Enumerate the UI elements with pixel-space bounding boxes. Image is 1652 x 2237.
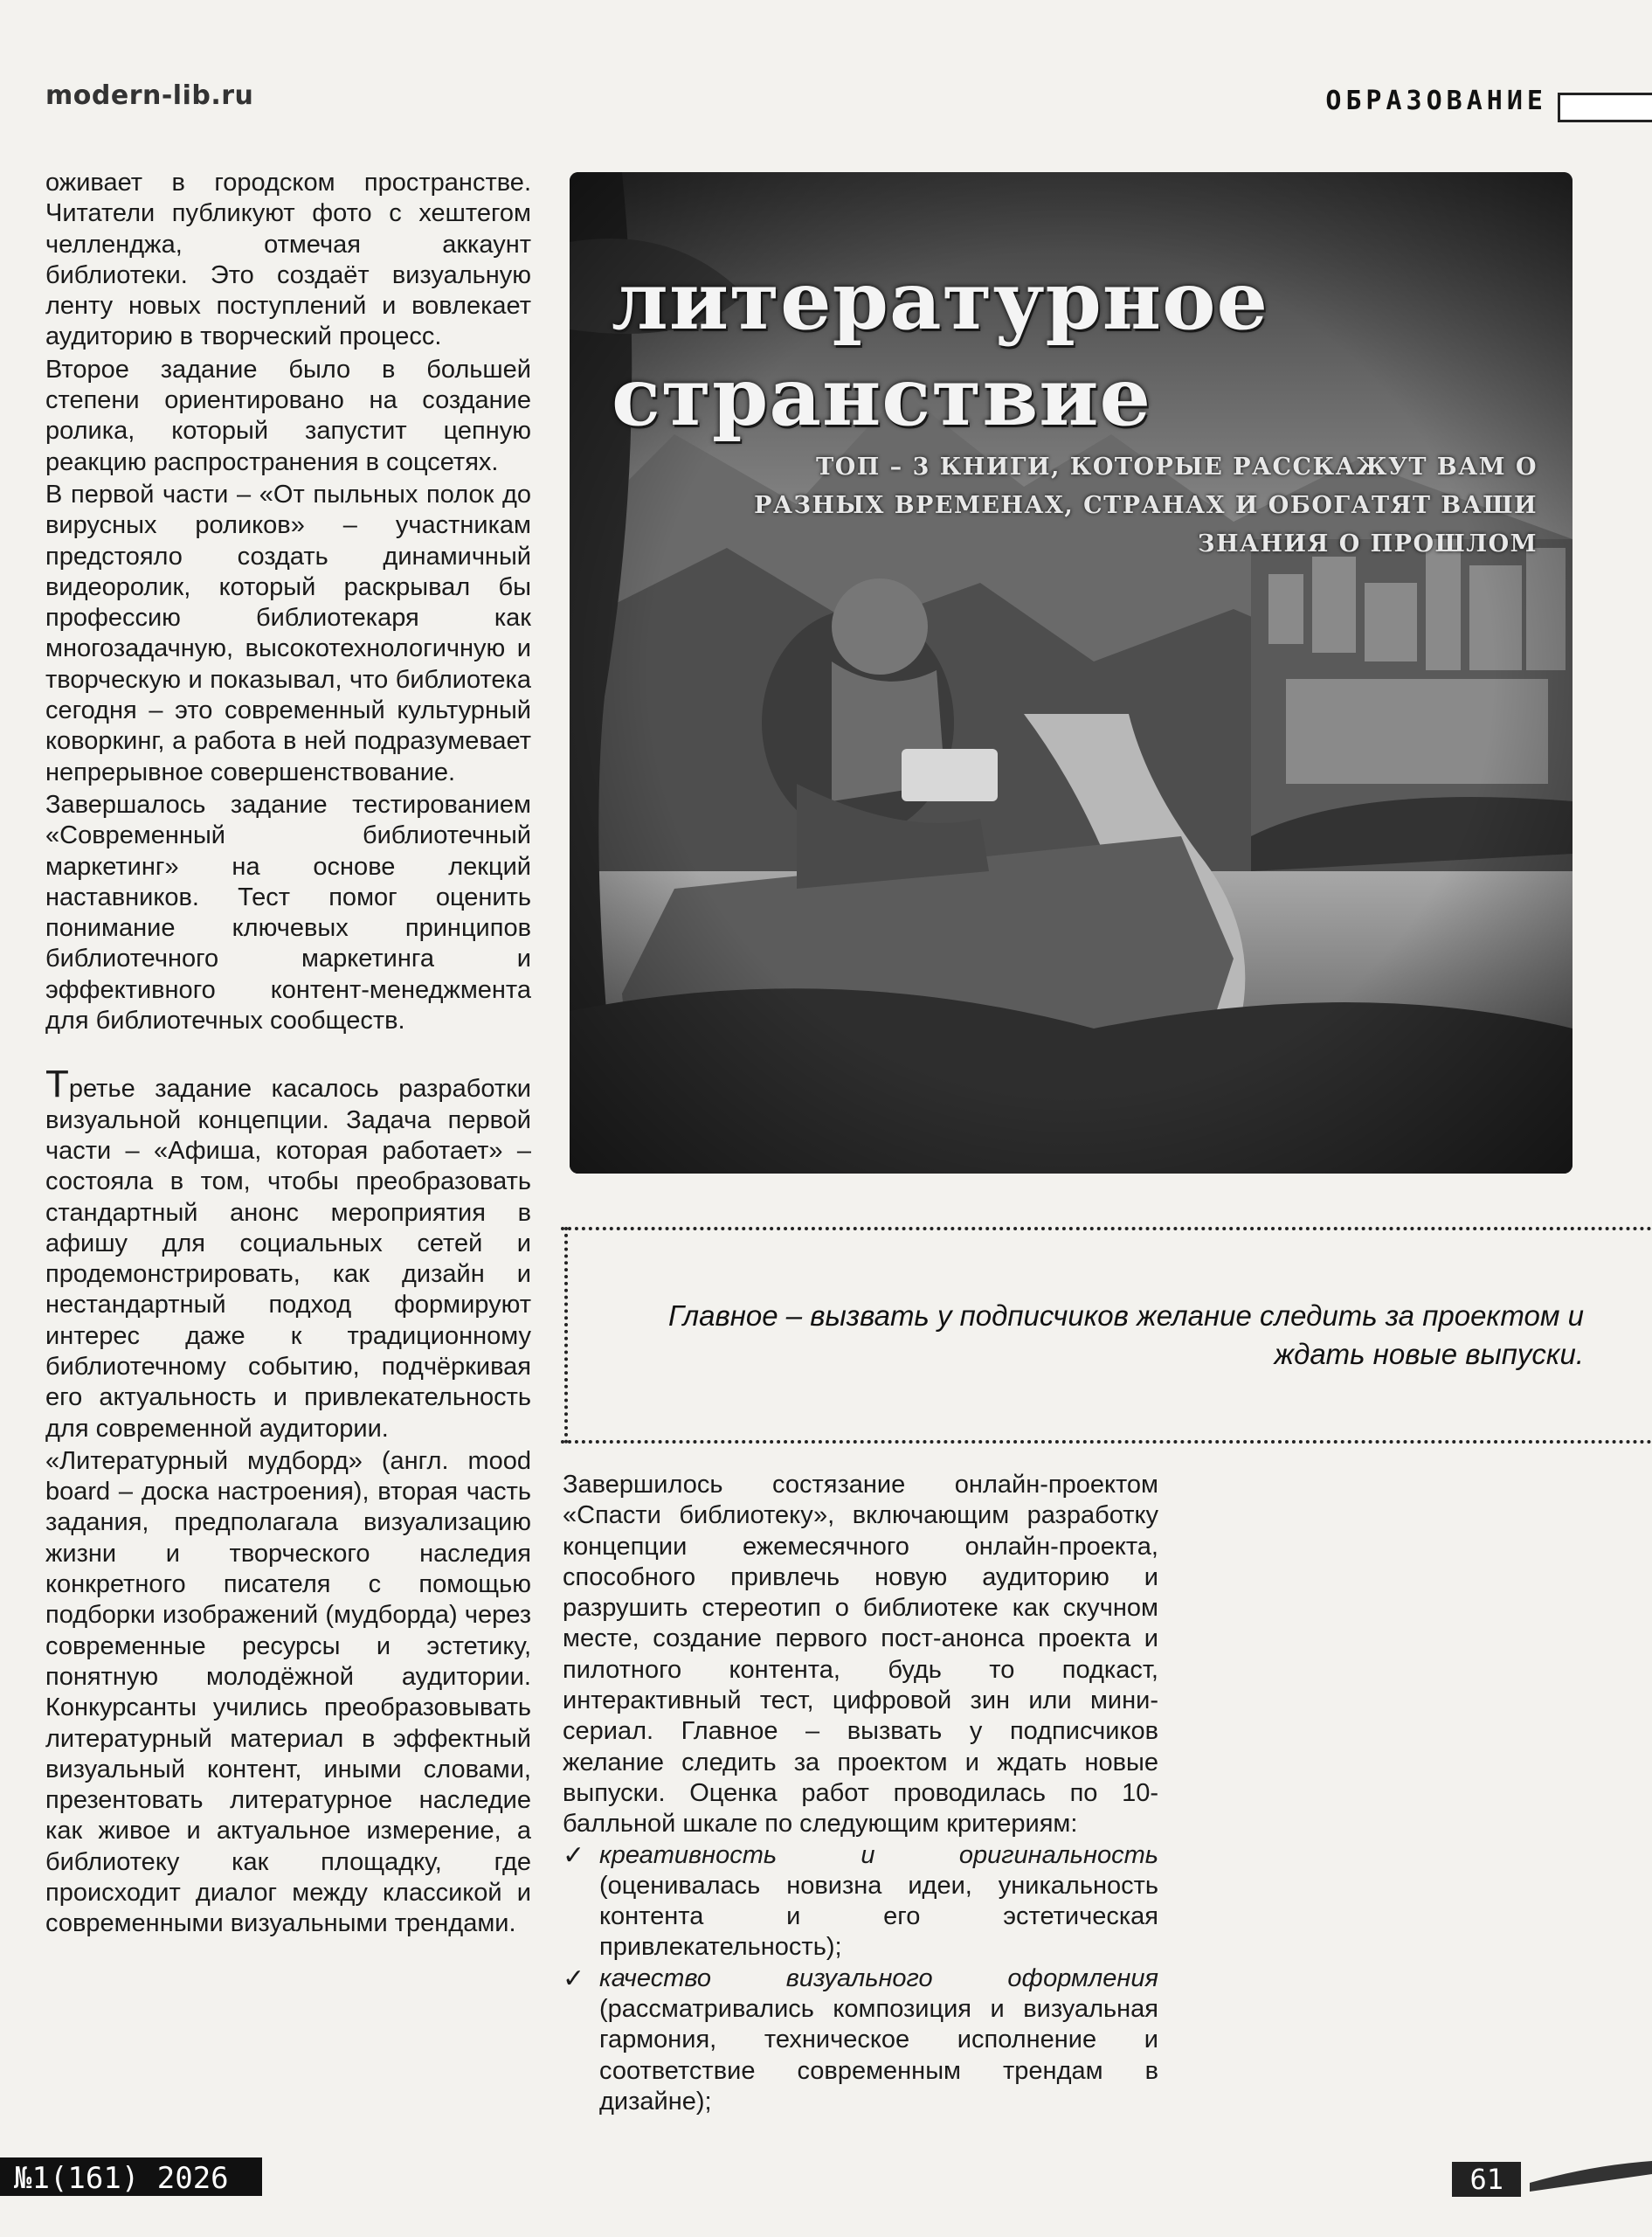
paragraph: оживает в городском пространстве. Читатели публикуют фото с хештегом челленджа, отмечая аккаунт библиотеки. Это создаёт визуальную ленту новых поступлений и вовлекает аудиторию в творческий процесс. [45,169,531,351]
pull-quote-box [561,1227,1652,1444]
task3-text: ретье задание касалось разработки визуальной концепции. Задача первой части – «Афиша, которая работает» – состояла в том, чтобы преобразовать стандартный анонс мероприятия в афишу для социальных сетей и продемонстрировать, как дизайн и нестандартный подход формируют интерес даже к традиционному библиотечному событию, подчёркивая его актуальность и привлекательность для современной аудитории. [45,1075,531,1443]
pull-quote: Главное – вызвать у подписчиков желание следить за проектом и ждать новые выпуски. [668,1299,1584,1370]
criteria-text: (оценивалась новизна идеи, уникальность контента и его эстетическая привлекательность); [599,1871,1158,1962]
list-item [563,1963,1158,2117]
criteria-term: качество визуального оформления [599,1963,1158,1992]
section-title: ОБРАЗОВАНИЕ [1325,86,1547,116]
moodboard-paragraph: «Литературный мудборд» (англ. mood board – доска настроения), вторая часть задания, предполагала визуализацию жизни и творческого наследия конкретного писателя с помощью подборки изображений (мудборда) через современные ресурсы и эстетику, понятную молодёжной аудитории. Конкурсанты учились преобразовывать литературный материал в эффектный визуальный контент, иными словами, презентовать литературное наследие как живое и актуальное измерение, а библиотеку как площадку, где происходит диалог между классикой и современными визуальными трендами. [45,1446,531,1938]
page-number: 61 [1452,2162,1521,2197]
dotted-border-bottom [561,1440,1652,1444]
list-item [563,1840,1158,1963]
criteria-list [563,1840,1158,2118]
right-column [563,1470,1158,2117]
left-column [45,168,531,1940]
task3-paragraph [45,1063,531,1444]
swoosh-decoration [1530,2157,1652,2209]
paragraph: Завершилось состязание онлайн-проектом «Спасти библиотеку», включающим разработку концепции ежемесячного онлайн-проекта, способного привлечь новую аудиторию и разрушить стереотип о библиотеке как скучном месте, создание первого пост-анонса проекта и пилотного контента, будь то подкаст, интерактивный тест, цифровой зин или мини-сериал. Главное – вызвать у подписчиков желание следить за проектом и ждать новые выпуски. Оценка работ проводилась по 10-балльной шкале по следующим критериям: [563,1471,1158,1839]
image-subtitle: ТОП – 3 КНИГИ, КОТОРЫЕ РАССКАЖУТ ВАМ О РАЗНЫХ ВРЕМЕНАХ, СТРАНАХ И ОБОГАТЯТ ВАШИ ЗНАНИЯ О ПРОШЛОМ [754,454,1538,558]
issue-number: №1(161) 2026 [0,2157,262,2196]
paragraph: В первой части – «От пыльных полок до вирусных роликов» – участникам предстояло создать динамичный видеоролик, который раскрывал бы профессию библиотекаря как многозадачную, высокотехнологичную и творческую и показывал, что библиотека сегодня – это современный культурный коворкинг, а работа в ней подразумевает непрерывное совершенствование. [45,480,531,786]
paragraph: Завершалось задание тестированием «Современный библиотечный маркетинг» на основе лекций наставников. Тест помог оценить понимание ключевых принципов библиотечного маркетинга и эффективного контент-менеджмента для библиотечных сообществ. [45,790,531,1035]
paragraph: Второе задание было в большей степени ориентировано на создание ролика, который запустит цепную реакцию распространения в соцсетях. [45,355,531,476]
section-bar-decoration [1558,93,1652,122]
dropcap: Т [45,1063,69,1106]
checkmark-icon: ✓ [563,1963,585,1993]
site-url: modern-lib.ru [45,80,254,111]
image-title [612,253,1268,445]
image-title-line1: литературное [612,253,1269,348]
criteria-term: креативность и оригинальность [599,1840,1158,1869]
criteria-text: (рассматривались композиция и визуальная гармония, техническое исполнение и соответствие современным трендам в дизайне); [599,1995,1158,2116]
dotted-border-left [564,1227,568,1444]
image-title-line2: странствие [612,350,1152,444]
illustration [570,172,1573,1174]
checkmark-icon: ✓ [563,1840,585,1870]
dotted-border-top [561,1227,1652,1230]
